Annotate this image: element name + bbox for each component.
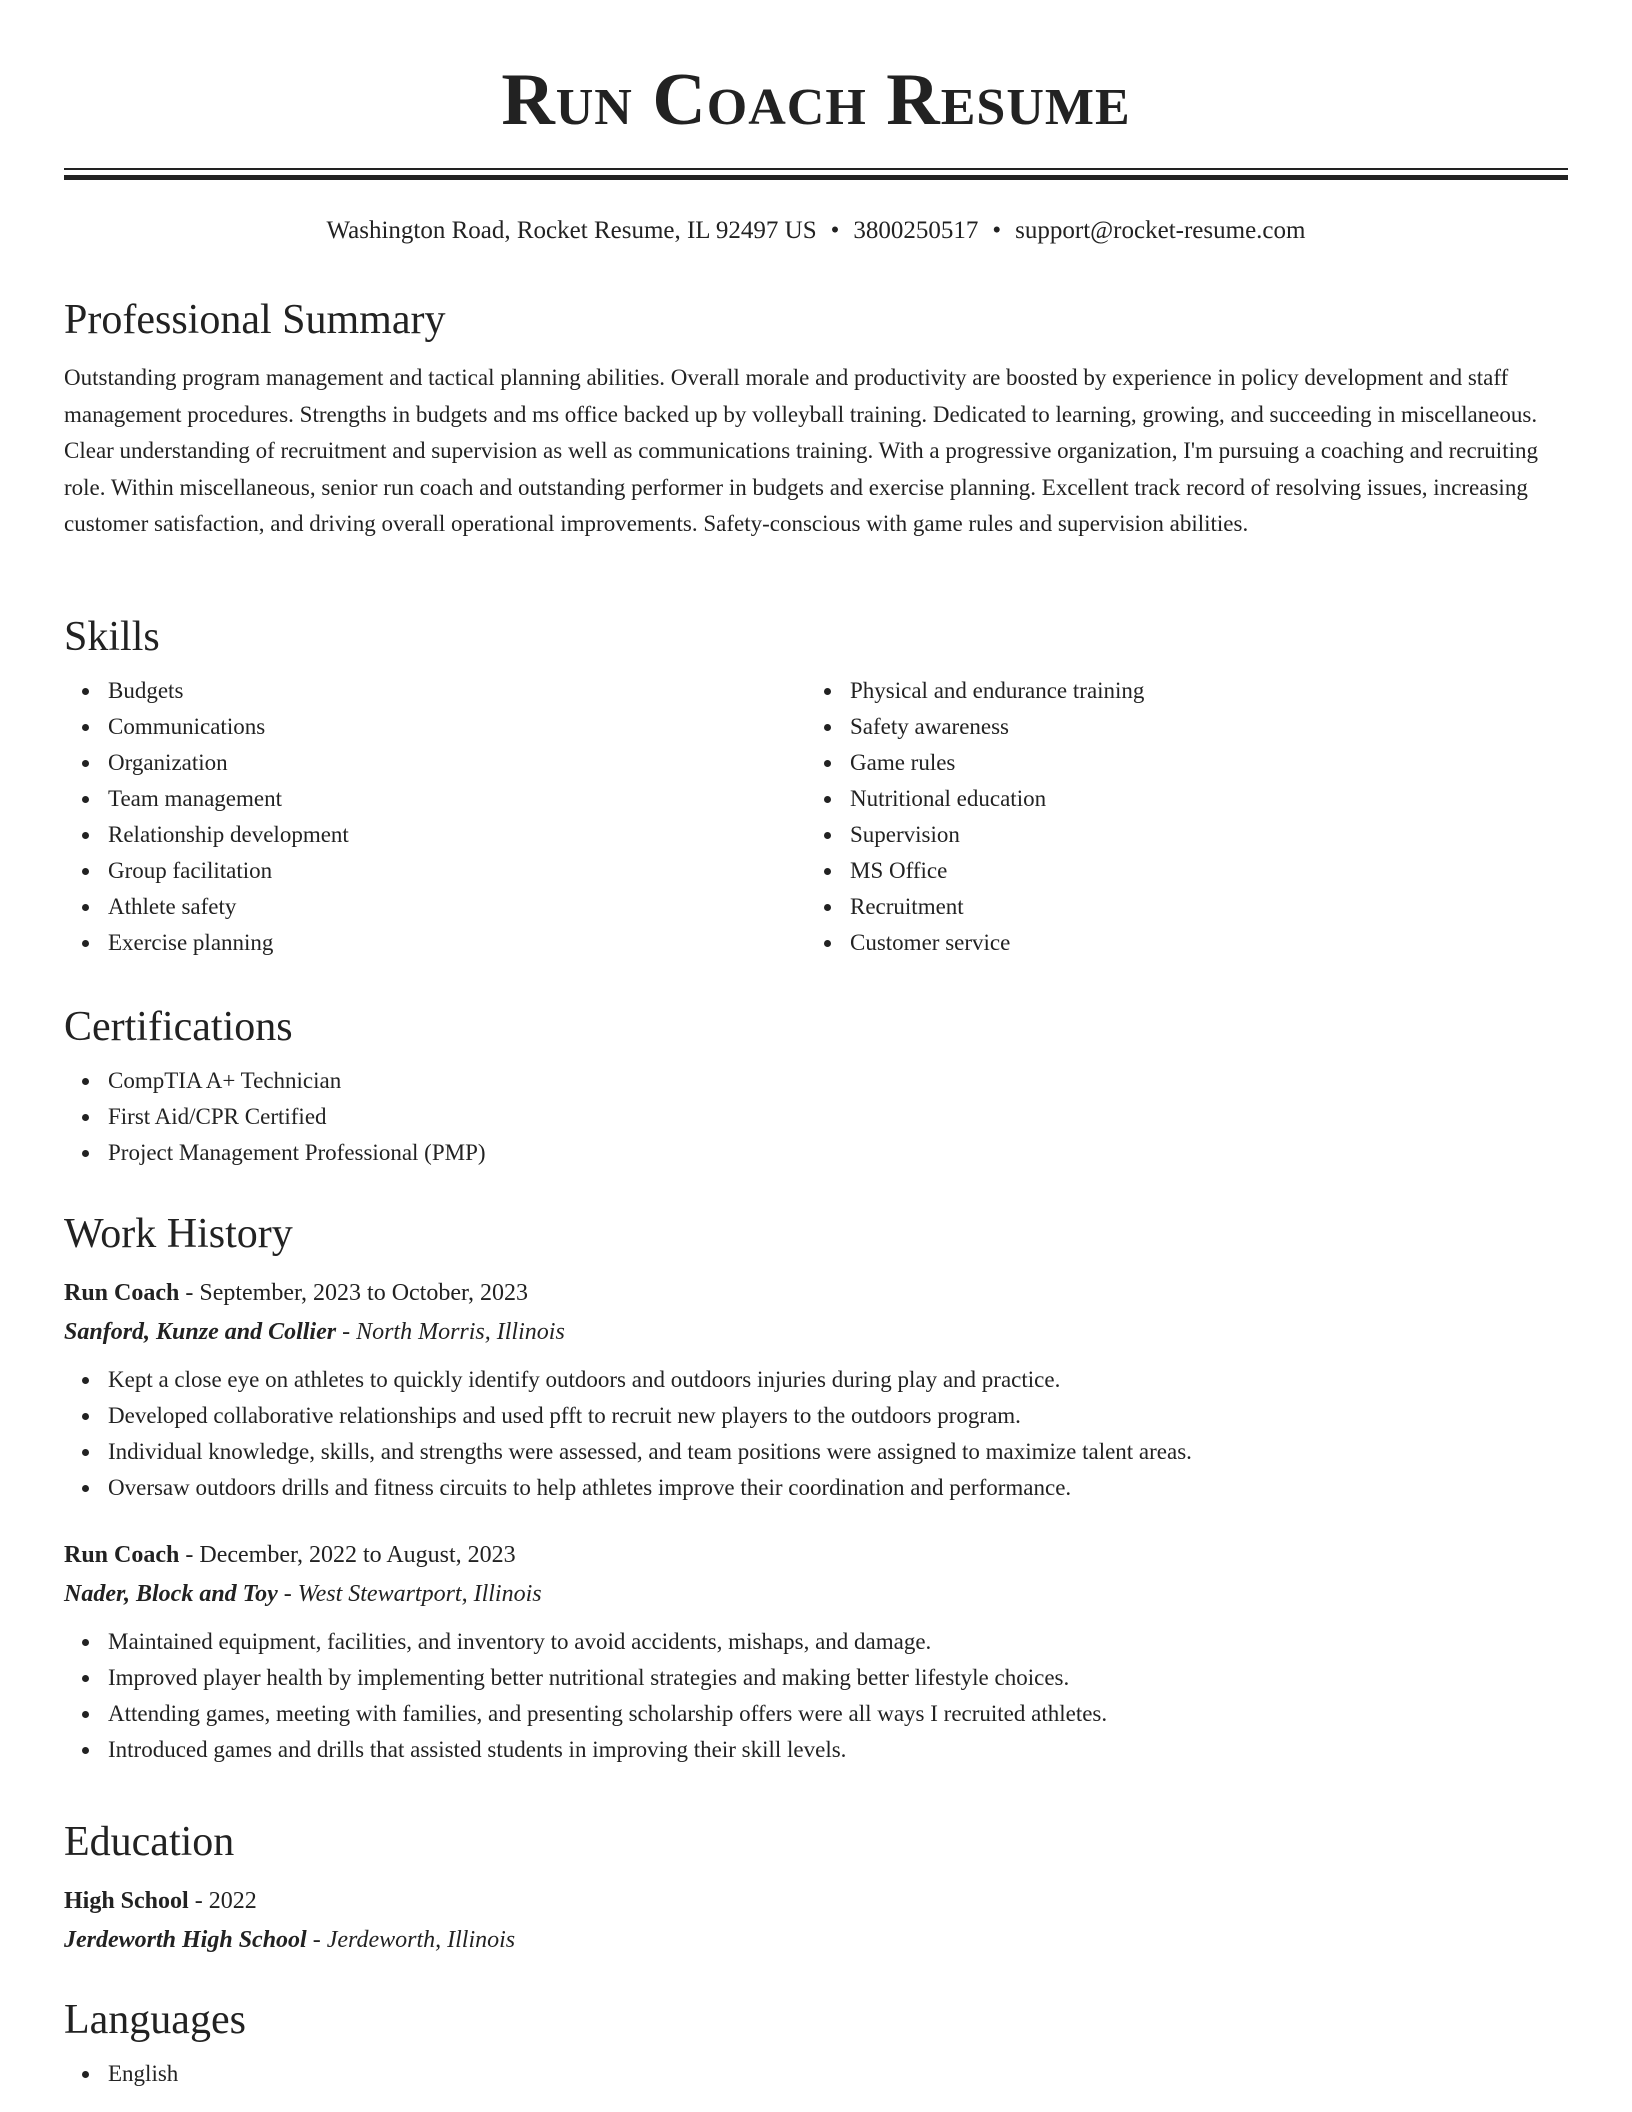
job-duty-item: Kept a close eye on athletes to quickly identify outdoors and outdoors injuries during play and practice. [64,1362,1568,1398]
job-duty-item: Oversaw outdoors drills and fitness circuits to help athletes improve their coordination and performance. [64,1470,1568,1506]
skill-item: Relationship development [64,817,806,853]
school-name: Jerdeworth High School [64,1927,307,1953]
resume-title: Run Coach Resume [501,59,1131,141]
skills-heading: Skills [64,614,160,660]
job-duty-item: Improved player health by implementing better nutritional strategies and making better lifestyle choices. [64,1660,1568,1696]
skill-item: MS Office [806,853,1548,889]
education-heading: Education [64,1819,235,1865]
contact-separator: • [992,217,1002,244]
summary-heading: Professional Summary [64,297,446,343]
skill-item: Safety awareness [806,709,1548,745]
skills-list-right [806,673,1548,961]
job-title-line: Run Coach - December, 2022 to August, 2023 [64,1542,516,1568]
skill-item: Physical and endurance training [806,673,1548,709]
degree-line: High School - 2022 [64,1888,257,1914]
skill-item: Budgets [64,673,806,709]
language-item: English [64,2056,1568,2092]
job-duty-item: Maintained equipment, facilities, and inventory to avoid accidents, mishaps, and damage. [64,1624,1568,1660]
skill-item: Team management [64,781,806,817]
skill-item: Supervision [806,817,1548,853]
employer-location: West Stewartport, Illinois [297,1581,542,1607]
employer-line: Sanford, Kunze and Collier - North Morris, Illinois [64,1319,565,1345]
languages-list [64,2056,1568,2092]
job-dates: September, 2023 to October, 2023 [199,1280,529,1306]
job-title: Run Coach [64,1542,180,1568]
certification-item: Project Management Professional (PMP) [64,1135,1568,1171]
degree-name: High School [64,1888,189,1914]
contact-address: Washington Road, Rocket Resume, IL 92497 US [326,217,817,244]
skills-section [64,611,1568,961]
languages-section [64,1994,1568,2092]
job-duty-item: Attending games, meeting with families, and presenting scholarship offers were all ways I recruited athletes. [64,1696,1568,1732]
job-dates: December, 2022 to August, 2023 [199,1542,516,1568]
job-duties-list [64,1362,1568,1506]
summary-section [64,294,1568,543]
job-duties-list [64,1624,1568,1768]
skill-item: Nutritional education [806,781,1548,817]
contact-line [64,214,1568,248]
certification-item: First Aid/CPR Certified [64,1099,1568,1135]
graduation-year: 2022 [208,1888,257,1914]
employer-name: Nader, Block and Toy [64,1581,278,1607]
employer-line: Nader, Block and Toy - West Stewartport, Illinois [64,1581,542,1607]
work-history-section [64,1208,1568,1768]
skills-list-left [64,673,806,961]
contact-separator: • [830,217,840,244]
title-divider-thick [64,175,1568,180]
resume-content [64,0,1568,2086]
education-entry [64,1882,1568,1960]
skill-item: Organization [64,745,806,781]
skill-item: Game rules [806,745,1548,781]
skill-item: Communications [64,709,806,745]
title-divider-thin [64,168,1568,170]
job-entry [64,1274,1568,1506]
skill-item: Group facilitation [64,853,806,889]
job-title: Run Coach [64,1280,180,1306]
summary-text: Outstanding program management and tactical planning abilities. Overall morale and productivity are boosted by experience in policy development and staff management procedures. Strengths in budgets and ms office backed up by volleyball training. Dedicated to learning, growing, and succeeding in miscellaneous. Clear understanding of recruitment and supervision as well as communications training. With a progressive organization, I'm pursuing a coaching and recruiting role. Within miscellaneous, senior run coach and outstanding performer in budgets and exercise planning. Excellent track record of resolving issues, increasing customer satisfaction, and driving overall operational improvements. Safety-conscious with game rules and supervision abilities. [64,365,1538,536]
skill-item: Customer service [806,925,1548,961]
skills-columns [64,673,1568,961]
skill-item: Exercise planning [64,925,806,961]
job-title-line: Run Coach - September, 2023 to October, 2023 [64,1280,529,1306]
certifications-section [64,1001,1568,1171]
job-duty-item: Introduced games and drills that assisted students in improving their skill levels. [64,1732,1568,1768]
job-entry [64,1536,1568,1768]
employer-location: North Morris, Illinois [356,1319,565,1345]
certifications-list [64,1063,1568,1171]
education-section [64,1816,1568,1960]
skill-item: Recruitment [806,889,1548,925]
languages-heading: Languages [64,1997,246,2043]
school-location: Jerdeworth, Illinois [326,1927,516,1953]
certifications-heading: Certifications [64,1004,293,1050]
certification-item: CompTIA A+ Technician [64,1063,1568,1099]
school-line: Jerdeworth High School - Jerdeworth, Illinois [64,1927,516,1953]
contact-email: support@rocket-resume.com [1015,217,1306,244]
work-history-heading: Work History [64,1211,293,1257]
contact-phone: 3800250517 [853,217,979,244]
job-duty-item: Developed collaborative relationships and used pfft to recruit new players to the outdoors program. [64,1398,1568,1434]
employer-name: Sanford, Kunze and Collier [64,1319,337,1345]
job-duty-item: Individual knowledge, skills, and strengths were assessed, and team positions were assigned to maximize talent areas. [64,1434,1568,1470]
skill-item: Athlete safety [64,889,806,925]
